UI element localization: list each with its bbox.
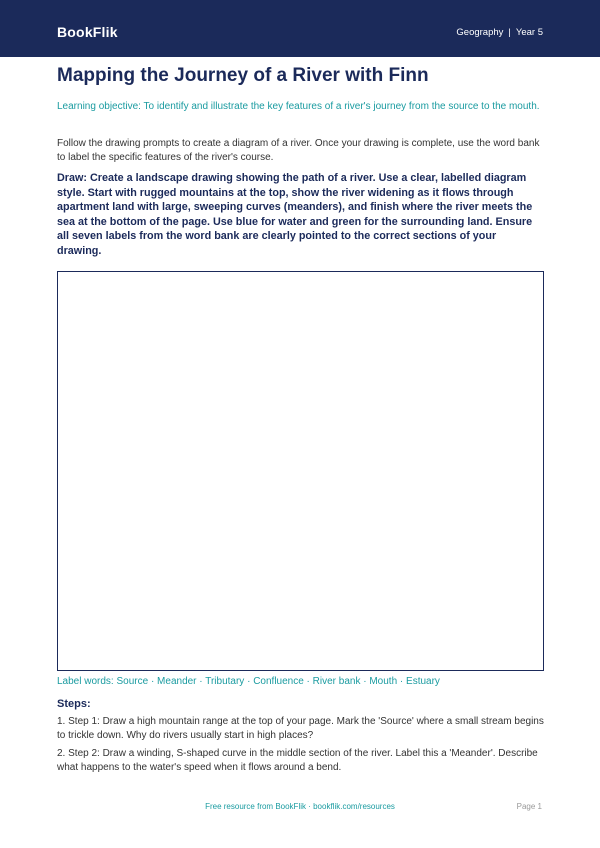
subject-separator: | <box>508 27 511 38</box>
label-word-bank: Label words: Source · Meander · Tributary · Confluence · River bank · Mouth · Estuary <box>57 676 440 687</box>
drawing-area[interactable] <box>57 271 544 671</box>
draw-prompt: Draw: Create a landscape drawing showing the path of a river. Use a clear, labelled diagram style. Start with rugged mountains at the top, show the river widening as it flows through apartment land with large, sweeping curves (meanders), and finish where the river meets the sea at the bottom of the page. Use blue for water and green for the surrounding land. Ensure all seven labels from the word bank are clearly pointed to the correct sections of your drawing. <box>57 172 533 257</box>
brand-logo-text[interactable]: BookFlik <box>57 24 118 40</box>
steps-heading: Steps: <box>57 698 91 710</box>
footer-resource-link[interactable]: Free resource from BookFlik · bookflik.com/resources <box>205 802 395 811</box>
steps-list <box>57 715 547 779</box>
header-bar <box>0 0 600 57</box>
year-label: Year 5 <box>515 27 543 38</box>
page-title: Mapping the Journey of a River with Finn <box>57 65 429 86</box>
page-number: Page 1 <box>516 802 542 811</box>
subject-year-label <box>456 27 543 39</box>
step-item: 1. Step 1: Draw a high mountain range at the top of your page. Mark the 'Source' where a small stream begins to trickle down. Why do rivers usually start in high places? <box>57 716 544 741</box>
step-item: 2. Step 2: Draw a winding, S-shaped curve in the middle section of the river. Label this a 'Meander'. Describe what happens to the water's speed when it flows around a bend. <box>57 748 538 773</box>
intro-text: Follow the drawing prompts to create a diagram of a river. Once your drawing is complete, use the word bank to label the specific features of the river's course. <box>57 138 540 163</box>
learning-objective: Learning objective: To identify and illustrate the key features of a river's journey from the source to the mouth. <box>57 101 540 112</box>
subject-label: Geography <box>456 27 504 38</box>
